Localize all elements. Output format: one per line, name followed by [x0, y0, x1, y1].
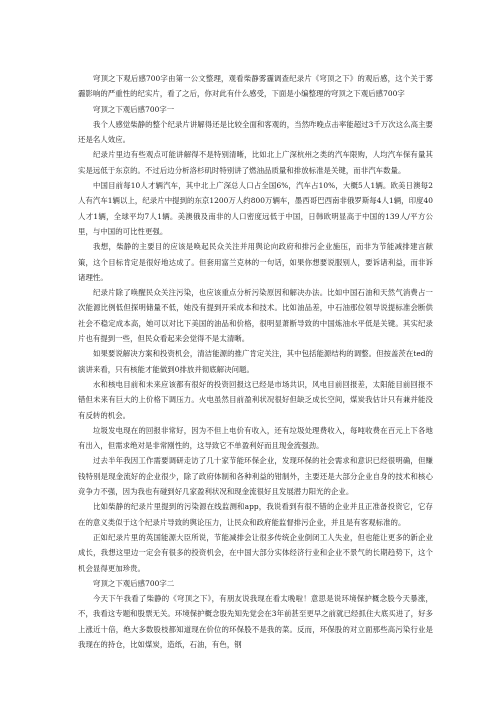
body-paragraph: 今天下午我看了柴静的《穹顶之下》，有朋友说我现在看太晚啦！意思是说环境保护概念股今天暴涨，不，我看这专题和股票无关。环境保护概念股先知先觉会在3年前甚至更早之前就已经抓住大底买进了，好多上涨近十倍，绝大多数股枝都知道现在价位的环保股不是我的菜。反而，环保股的对立面那些高污染行业是我现在的持仓，比如煤炭，造纸，石油，有色，钢 — [78, 594, 433, 649]
body-paragraph: 纪录片除了唤醒民众关注污染，也应该重点分析污染原因和解决办法。比如中国石油和天然气消费占一次能源比例低但探明储量不低，她没有提到开采成本和技术。比如油品差，中石油那位领导说提标准会断供社会不稳定成本高，她可以对比下美国的油品和价格，很明显萧断导致的中国炼油水平低是关键。其实纪录片也有提到一些，但民众看起来会觉得不是太清晰。 — [78, 288, 433, 344]
body-paragraph: 垃圾发电现在的回报非常好，因为不但上电价有收入，还有垃圾处理费收入，每吨收费在百元上下各地有出入，但需求绝对是非常刚性的，这导致它不单盈利好而且现金流强劲。 — [78, 425, 433, 451]
body-paragraph: 如果要说解决方案和投资机会，清洁能源的推广肯定关注，其中包括能源结构的调整。但按盖茨在ted的演讲来看，只有核能才能做到0排放并彻底解决问题。 — [78, 349, 433, 374]
body-paragraph: 我想，柴静的主要目的应该是唤起民众关注并用舆论向政府和排污企业施压，而非为节能减排建言献策，这个目标肯定是很好地达成了。但套用富兰克林的一句话，如果你想要说服别人，要诉诸利益，而非诉诸理性。 — [78, 242, 433, 282]
body-paragraph: 水和核电目前和未来应该都有很好的投资回报这已经是市场共识，风电目前回报差，太阳能目前回报不错但未来有巨大的上价格下调压力。火电虽然目前盈利状况很好但缺乏成长空间，煤炭我估计只有兼并能没有反转的机会。 — [78, 379, 433, 420]
intro-paragraph: 穹顶之下观后感700字由第一公文整理，观看柴静雾霾调查纪录片《穹顶之下》的观后感，这个关于雾霾影响的严重性的纪实片，看了之后，你对此有什么感受，下面是小编整理的穹顶之下观后感700字 — [78, 74, 433, 99]
body-paragraph: 比如柴静的纪录片里提到的污染源在线监测和app，我说看到有很不错的企业并且正准备投资它，它存在的意义类似于这个纪录片导致的舆论压力，让民众和政府能监督排污企业，并且是有客观标准的。 — [78, 502, 433, 527]
body-paragraph: 过去半年我因工作需要调研走访了几十家节能环保企业，发现环保的社会需求和意识已经很明确，但赚钱特别是现金流好的企业很少，除了政府体制和各种利益的钳制外，主要还是大部分企业自身的技术和核心竞争力不强，因为我也有碰到好几家盈利状况和现金流很好且发展潜力阳光的企业。 — [78, 456, 433, 497]
body-paragraph: 我个人感觉柴静的整个纪录片讲解得还是比较全面和客观的，当然咋晚点击率能超过3千万次这么高主要还是名人效应。 — [78, 119, 433, 145]
body-paragraph: 正如纪录片里的英国能源大臣所说，节能减排会让很多传统企业倒闭工人失业，但也能让更多的新企业成长，我想这里边一定会有很多的投资机会，在中国大部分实体经济行业和企业不景气的长期趋势下，这个机会显得更加珍贵。 — [78, 532, 433, 573]
section-heading-one: 穹顶之下观后感700字一 — [93, 104, 175, 114]
body-paragraph: 纪录片里边有些观点可能讲解得不是特别清晰，比如北上广深杭州之类的汽车限购，人均汽车保有量其实是远低于东京的。不过后边分析洛杉矶时特别讲了燃油品质量和排放标准是关键，而非汽车数量。 — [78, 150, 433, 175]
body-paragraph: 中国目前每10人才辆汽车，其中北上广深总人口占全国6%，汽车占10%，大概5人1辆。欧美日澳每2人有汽车1辆以上，纪录片中提到的东京1200万人约800万辆车，墨西哥巴西南非俄罗斯每4人1辆，印度40人才1辆，全球平均7人1辆。美澳俄及南非的人口密度远低于中国，日韩欧明显高于中国的139人/平方公里，与中国的可比性更强。 — [78, 181, 433, 236]
section-heading-two: 穹顶之下观后感700字二 — [93, 578, 175, 588]
